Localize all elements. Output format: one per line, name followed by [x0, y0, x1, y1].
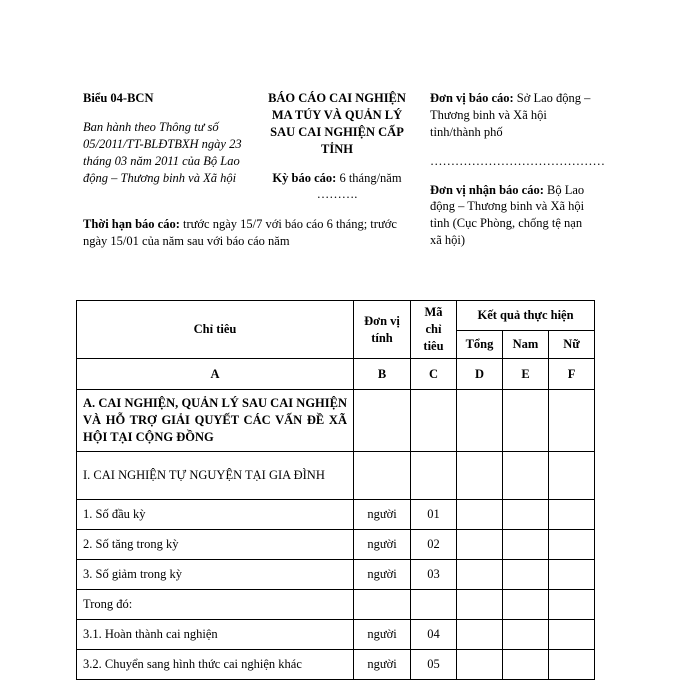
row-code: 01	[411, 500, 457, 530]
row-label: Trong đó:	[77, 590, 354, 620]
female-cell[interactable]	[549, 590, 595, 620]
empty-cell	[503, 390, 549, 452]
total-cell[interactable]	[457, 500, 503, 530]
period-label: Kỳ báo cáo:	[272, 170, 337, 185]
male-cell[interactable]	[503, 500, 549, 530]
male-cell[interactable]	[503, 530, 549, 560]
row-unit: người	[354, 500, 411, 530]
total-cell[interactable]	[457, 650, 503, 680]
empty-cell	[354, 452, 411, 500]
header-indicator: Chỉ tiêu	[77, 301, 354, 359]
empty-cell	[503, 452, 549, 500]
section-i-row	[77, 452, 595, 500]
table-row	[77, 620, 595, 650]
female-cell[interactable]	[549, 500, 595, 530]
empty-cell	[411, 390, 457, 452]
report-table	[76, 300, 595, 680]
total-cell[interactable]	[457, 530, 503, 560]
male-cell[interactable]	[503, 620, 549, 650]
column-letter: B	[354, 359, 411, 390]
table-row	[77, 650, 595, 680]
receiving-unit-value: Bộ Lao động – Thương binh và Xã hội tỉnh (Cục Phòng, chống tệ nạn xã hội)	[430, 182, 585, 248]
female-cell[interactable]	[549, 620, 595, 650]
row-label: 2. Số tăng trong kỳ	[77, 530, 354, 560]
column-letter: F	[549, 359, 595, 390]
report-period	[258, 170, 416, 204]
reporting-unit-label: Đơn vị báo cáo:	[430, 91, 514, 105]
issued-by-note: Ban hành theo Thông tư số 05/2011/TT-BLĐTBXH ngày 23 tháng 03 năm 2011 của Bộ Lao động – Thương binh và Xã hội	[83, 119, 242, 185]
table-row	[77, 590, 595, 620]
row-code: 02	[411, 530, 457, 560]
header-unit: Đơn vị tính	[354, 301, 411, 359]
table-row	[77, 530, 595, 560]
row-unit: người	[354, 620, 411, 650]
report-title: BÁO CÁO CAI NGHIỆN MA TÚY VÀ QUẢN LÝ SAU CAI NGHIỆN CẤP TỈNH	[268, 91, 406, 156]
row-label: 3.1. Hoàn thành cai nghiện	[77, 620, 354, 650]
deadline-value: trước ngày 15/7 với báo cáo 6 tháng; trước ngày 15/01 của năm sau với báo cáo năm	[83, 217, 397, 248]
empty-cell	[549, 390, 595, 452]
total-cell[interactable]	[457, 620, 503, 650]
row-label: 3. Số giảm trong kỳ	[77, 560, 354, 590]
reporting-unit-dots: ……………………………………	[430, 153, 605, 168]
row-code: 03	[411, 560, 457, 590]
form-header-right	[430, 90, 605, 249]
female-cell[interactable]	[549, 560, 595, 590]
section-a-title: A. CAI NGHIỆN, QUẢN LÝ SAU CAI NGHIỆN VÀ HỖ TRỢ GIẢI QUYẾT CÁC VẤN ĐỀ XÃ HỘI TẠI CỘNG ĐỒNG	[77, 390, 354, 452]
empty-cell	[411, 452, 457, 500]
empty-cell	[549, 452, 595, 500]
header-result: Kết quả thực hiện	[457, 301, 595, 331]
row-label: 3.2. Chuyển sang hình thức cai nghiện khác	[77, 650, 354, 680]
form-header-center	[258, 90, 416, 203]
report-deadline	[83, 216, 403, 250]
row-unit: người	[354, 530, 411, 560]
total-cell[interactable]	[457, 590, 503, 620]
column-letter: C	[411, 359, 457, 390]
column-letter-row	[77, 359, 595, 390]
form-code: Biểu 04-BCN	[83, 91, 154, 105]
header-total: Tổng	[457, 331, 503, 359]
form-header-left	[83, 90, 263, 186]
male-cell[interactable]	[503, 590, 549, 620]
section-a-row	[77, 390, 595, 452]
empty-cell	[354, 390, 411, 452]
male-cell[interactable]	[503, 650, 549, 680]
male-cell[interactable]	[503, 560, 549, 590]
female-cell[interactable]	[549, 530, 595, 560]
row-label: 1. Số đầu kỳ	[77, 500, 354, 530]
row-unit: người	[354, 650, 411, 680]
row-unit	[354, 590, 411, 620]
column-letter: D	[457, 359, 503, 390]
header-female: Nữ	[549, 331, 595, 359]
row-unit: người	[354, 560, 411, 590]
column-letter: E	[503, 359, 549, 390]
column-letter: A	[77, 359, 354, 390]
empty-cell	[457, 390, 503, 452]
female-cell[interactable]	[549, 650, 595, 680]
section-i-title: I. CAI NGHIỆN TỰ NGUYỆN TẠI GIA ĐÌNH	[77, 452, 354, 500]
receiving-unit-label: Đơn vị nhận báo cáo:	[430, 182, 544, 197]
table-row	[77, 560, 595, 590]
period-value: 6 tháng/năm ……….	[316, 170, 402, 202]
row-code: 05	[411, 650, 457, 680]
deadline-label: Thời hạn báo cáo:	[83, 217, 180, 231]
reporting-unit-value: Sở Lao động – Thương binh và Xã hội tỉnh/thành phố	[430, 91, 591, 139]
row-code: 04	[411, 620, 457, 650]
row-code	[411, 590, 457, 620]
total-cell[interactable]	[457, 560, 503, 590]
reporting-unit	[430, 90, 595, 141]
empty-cell	[457, 452, 503, 500]
table-row	[77, 500, 595, 530]
table-header-row	[77, 301, 595, 331]
header-male: Nam	[503, 331, 549, 359]
receiving-unit	[430, 182, 595, 250]
header-code: Mã chỉ tiêu	[411, 301, 457, 359]
